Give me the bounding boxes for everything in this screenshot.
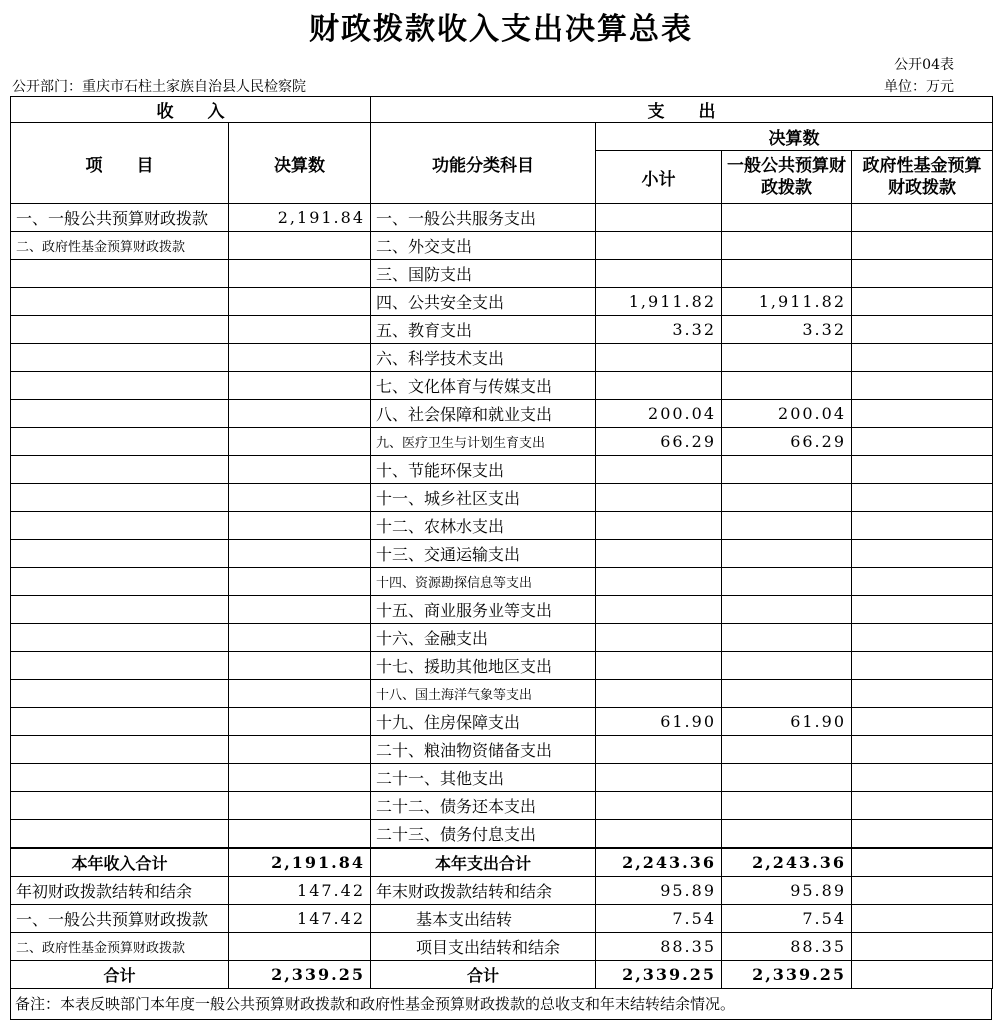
begin-balance-label: 年初财政拨款结转和结余 xyxy=(11,877,229,905)
expense-item-label: 十四、资源勘探信息等支出 xyxy=(371,568,596,596)
budget-table xyxy=(10,96,993,989)
table-row xyxy=(11,204,993,232)
income-item-value xyxy=(229,372,371,400)
expense-item-general xyxy=(722,512,852,540)
expense-item-fund xyxy=(852,764,993,792)
grand-income-label: 合计 xyxy=(11,961,229,989)
end-balance-fund xyxy=(852,877,993,905)
expense-item-label: 十一、城乡社区支出 xyxy=(371,484,596,512)
income-item-value xyxy=(229,624,371,652)
expense-item-subtotal: 66.29 xyxy=(596,428,722,456)
expense-item-fund xyxy=(852,344,993,372)
table-row xyxy=(11,428,993,456)
income-item-label xyxy=(11,316,229,344)
expense-item-subtotal xyxy=(596,512,722,540)
expense-item-fund xyxy=(852,568,993,596)
project-carry-label: 项目支出结转和结余 xyxy=(371,933,596,961)
income-item-label xyxy=(11,568,229,596)
table-row xyxy=(11,232,993,260)
table-row xyxy=(11,372,993,400)
begin-fund-label: 二、政府性基金预算财政拨款 xyxy=(11,933,229,961)
table-row xyxy=(11,568,993,596)
unit-label: 单位：万元 xyxy=(884,79,954,95)
department-label: 公开部门：重庆市石柱土家族自治县人民检察院 xyxy=(12,79,306,95)
expense-item-fund xyxy=(852,232,993,260)
basic-carry-fund xyxy=(852,905,993,933)
expense-item-subtotal xyxy=(596,344,722,372)
balance-row xyxy=(11,877,993,905)
expense-item-general: 3.32 xyxy=(722,316,852,344)
expense-item-subtotal xyxy=(596,820,722,849)
basic-carry-general: 7.54 xyxy=(722,905,852,933)
expense-item-fund xyxy=(852,316,993,344)
end-balance-label: 年末财政拨款结转和结余 xyxy=(371,877,596,905)
income-item-label xyxy=(11,260,229,288)
expense-total-general: 2,243.36 xyxy=(722,848,852,877)
expense-item-fund xyxy=(852,540,993,568)
expense-item-general xyxy=(722,204,852,232)
table-row xyxy=(11,680,993,708)
end-balance-general: 95.89 xyxy=(722,877,852,905)
income-item-label xyxy=(11,736,229,764)
expense-item-general xyxy=(722,736,852,764)
expense-item-label: 十六、金融支出 xyxy=(371,624,596,652)
income-item-value xyxy=(229,680,371,708)
expense-item-subtotal xyxy=(596,232,722,260)
grand-subtotal-value: 2,339.25 xyxy=(596,961,722,989)
expense-item-general xyxy=(722,568,852,596)
income-item-value xyxy=(229,596,371,624)
expense-item-fund xyxy=(852,400,993,428)
begin-fund-value xyxy=(229,933,371,961)
table-row xyxy=(11,624,993,652)
begin-general-label: 一、一般公共预算财政拨款 xyxy=(11,905,229,933)
income-item-value xyxy=(229,316,371,344)
expense-item-label: 十二、农林水支出 xyxy=(371,512,596,540)
expense-item-label: 十三、交通运输支出 xyxy=(371,540,596,568)
expense-item-general xyxy=(722,372,852,400)
expense-item-label: 十九、住房保障支出 xyxy=(371,708,596,736)
income-item-value xyxy=(229,736,371,764)
footnote: 备注：本表反映部门本年度一般公共预算财政拨款和政府性基金预算财政拨款的总收支和年末结转结余情况。 xyxy=(10,989,992,1020)
income-item-value xyxy=(229,792,371,820)
expense-item-label: 十、节能环保支出 xyxy=(371,456,596,484)
income-item-value xyxy=(229,288,371,316)
expense-item-fund xyxy=(852,456,993,484)
table-row xyxy=(11,820,993,849)
expense-item-subtotal: 61.90 xyxy=(596,708,722,736)
final-amount-header: 决算数 xyxy=(596,123,993,151)
department-row xyxy=(10,74,992,96)
expense-item-label: 十八、国土海洋气象等支出 xyxy=(371,680,596,708)
expense-item-general: 200.04 xyxy=(722,400,852,428)
section-header-row xyxy=(11,97,993,123)
expense-item-label: 十五、商业服务业等支出 xyxy=(371,596,596,624)
expense-item-label: 三、国防支出 xyxy=(371,260,596,288)
begin-general-value: 147.42 xyxy=(229,905,371,933)
item-header: 项 目 xyxy=(11,123,229,204)
basic-carry-label: 基本支出结转 xyxy=(371,905,596,933)
income-item-value xyxy=(229,540,371,568)
income-item-label xyxy=(11,512,229,540)
expense-header: 支 出 xyxy=(371,97,993,123)
expense-item-subtotal xyxy=(596,624,722,652)
expense-item-fund xyxy=(852,204,993,232)
expense-item-general xyxy=(722,456,852,484)
expense-item-subtotal: 1,911.82 xyxy=(596,288,722,316)
expense-item-label: 二十二、债务还本支出 xyxy=(371,792,596,820)
expense-total-subtotal: 2,243.36 xyxy=(596,848,722,877)
income-item-label xyxy=(11,288,229,316)
income-item-label: 二、政府性基金预算财政拨款 xyxy=(11,232,229,260)
expense-item-fund xyxy=(852,792,993,820)
grand-expense-label: 合计 xyxy=(371,961,596,989)
table-row xyxy=(11,792,993,820)
project-carry-subtotal: 88.35 xyxy=(596,933,722,961)
column-header-row-1 xyxy=(11,123,993,151)
expense-item-subtotal xyxy=(596,456,722,484)
income-item-label xyxy=(11,372,229,400)
income-item-value xyxy=(229,400,371,428)
expense-item-label: 二十、粮油物资储备支出 xyxy=(371,736,596,764)
project-carry-fund xyxy=(852,933,993,961)
expense-item-label: 十七、援助其他地区支出 xyxy=(371,652,596,680)
income-item-label xyxy=(11,624,229,652)
table-row xyxy=(11,484,993,512)
expense-item-subtotal xyxy=(596,596,722,624)
income-item-label xyxy=(11,820,229,849)
expense-item-general xyxy=(722,260,852,288)
income-item-value xyxy=(229,428,371,456)
project-carry-general: 88.35 xyxy=(722,933,852,961)
amount-header: 决算数 xyxy=(229,123,371,204)
expense-item-subtotal xyxy=(596,484,722,512)
income-item-value xyxy=(229,484,371,512)
income-item-label: 一、一般公共预算财政拨款 xyxy=(11,204,229,232)
expense-item-fund xyxy=(852,372,993,400)
expense-item-subtotal xyxy=(596,204,722,232)
expense-item-label: 九、医疗卫生与计划生育支出 xyxy=(371,428,596,456)
end-balance-subtotal: 95.89 xyxy=(596,877,722,905)
expense-item-label: 七、文化体育与传媒支出 xyxy=(371,372,596,400)
table-row xyxy=(11,260,993,288)
grand-general-value: 2,339.25 xyxy=(722,961,852,989)
income-item-label xyxy=(11,792,229,820)
expense-item-fund xyxy=(852,512,993,540)
expense-item-general xyxy=(722,792,852,820)
income-item-value: 2,191.84 xyxy=(229,204,371,232)
income-item-value xyxy=(229,764,371,792)
expense-item-subtotal xyxy=(596,372,722,400)
expense-item-general xyxy=(722,820,852,849)
expense-item-fund xyxy=(852,428,993,456)
expense-item-general xyxy=(722,484,852,512)
expense-item-subtotal: 200.04 xyxy=(596,400,722,428)
income-item-value xyxy=(229,708,371,736)
income-item-value xyxy=(229,512,371,540)
expense-item-subtotal xyxy=(596,652,722,680)
expense-total-label: 本年支出合计 xyxy=(371,848,596,877)
table-row xyxy=(11,288,993,316)
expense-item-label: 一、一般公共服务支出 xyxy=(371,204,596,232)
form-code: 公开04表 xyxy=(894,57,954,73)
income-item-label xyxy=(11,680,229,708)
expense-item-subtotal xyxy=(596,540,722,568)
basic-carry-subtotal: 7.54 xyxy=(596,905,722,933)
table-row xyxy=(11,540,993,568)
project-carry-row xyxy=(11,933,993,961)
table-row xyxy=(11,736,993,764)
form-code-row xyxy=(10,52,992,74)
expense-item-fund xyxy=(852,484,993,512)
expense-item-general xyxy=(722,540,852,568)
income-total-label: 本年收入合计 xyxy=(11,848,229,877)
expense-item-general xyxy=(722,344,852,372)
func-category-header: 功能分类科目 xyxy=(371,123,596,204)
expense-item-general: 61.90 xyxy=(722,708,852,736)
income-total-value: 2,191.84 xyxy=(229,848,371,877)
expense-item-label: 五、教育支出 xyxy=(371,316,596,344)
expense-item-general xyxy=(722,232,852,260)
expense-item-general xyxy=(722,596,852,624)
expense-item-fund xyxy=(852,624,993,652)
expense-item-general xyxy=(722,652,852,680)
expense-item-subtotal xyxy=(596,568,722,596)
expense-item-fund xyxy=(852,288,993,316)
income-header: 收 入 xyxy=(11,97,371,123)
expense-item-label: 八、社会保障和就业支出 xyxy=(371,400,596,428)
expense-item-subtotal xyxy=(596,792,722,820)
income-item-value xyxy=(229,820,371,849)
income-item-label xyxy=(11,400,229,428)
report-title: 财政拨款收入支出决算总表 xyxy=(309,12,693,47)
income-item-label xyxy=(11,596,229,624)
income-item-label xyxy=(11,484,229,512)
expense-item-general xyxy=(722,764,852,792)
expense-item-subtotal xyxy=(596,736,722,764)
income-item-label xyxy=(11,456,229,484)
income-item-value xyxy=(229,344,371,372)
table-row xyxy=(11,512,993,540)
expense-item-label: 二、外交支出 xyxy=(371,232,596,260)
income-item-value xyxy=(229,456,371,484)
expense-item-subtotal: 3.32 xyxy=(596,316,722,344)
table-row xyxy=(11,652,993,680)
income-item-value xyxy=(229,260,371,288)
expense-item-fund xyxy=(852,736,993,764)
income-item-value xyxy=(229,232,371,260)
expense-total-fund xyxy=(852,848,993,877)
expense-item-subtotal xyxy=(596,764,722,792)
expense-item-fund xyxy=(852,708,993,736)
expense-item-fund xyxy=(852,652,993,680)
table-row xyxy=(11,316,993,344)
income-item-value xyxy=(229,568,371,596)
total-row xyxy=(11,848,993,877)
grand-total-row xyxy=(11,961,993,989)
expense-item-general: 1,911.82 xyxy=(722,288,852,316)
expense-item-label: 二十三、债务付息支出 xyxy=(371,820,596,849)
table-row xyxy=(11,708,993,736)
expense-item-fund xyxy=(852,596,993,624)
subtotal-header: 小计 xyxy=(596,151,722,204)
table-row xyxy=(11,764,993,792)
expense-item-general xyxy=(722,624,852,652)
income-item-label xyxy=(11,708,229,736)
expense-item-general: 66.29 xyxy=(722,428,852,456)
income-item-label xyxy=(11,764,229,792)
expense-item-fund xyxy=(852,260,993,288)
table-row xyxy=(11,456,993,484)
expense-item-label: 四、公共安全支出 xyxy=(371,288,596,316)
general-budget-header: 一般公共预算财政拨款 xyxy=(722,151,852,204)
report-sheet xyxy=(10,8,992,1020)
table-row xyxy=(11,400,993,428)
expense-item-fund xyxy=(852,680,993,708)
expense-item-fund xyxy=(852,820,993,849)
income-item-label xyxy=(11,428,229,456)
grand-income-value: 2,339.25 xyxy=(229,961,371,989)
begin-balance-value: 147.42 xyxy=(229,877,371,905)
basic-carry-row xyxy=(11,905,993,933)
table-row xyxy=(11,344,993,372)
income-item-label xyxy=(11,652,229,680)
income-item-value xyxy=(229,652,371,680)
expense-item-label: 六、科学技术支出 xyxy=(371,344,596,372)
expense-item-subtotal xyxy=(596,260,722,288)
grand-fund-value xyxy=(852,961,993,989)
income-item-label xyxy=(11,540,229,568)
expense-item-label: 二十一、其他支出 xyxy=(371,764,596,792)
gov-fund-header: 政府性基金预算财政拨款 xyxy=(852,151,993,204)
table-row xyxy=(11,596,993,624)
income-item-label xyxy=(11,344,229,372)
expense-item-general xyxy=(722,680,852,708)
expense-item-subtotal xyxy=(596,680,722,708)
